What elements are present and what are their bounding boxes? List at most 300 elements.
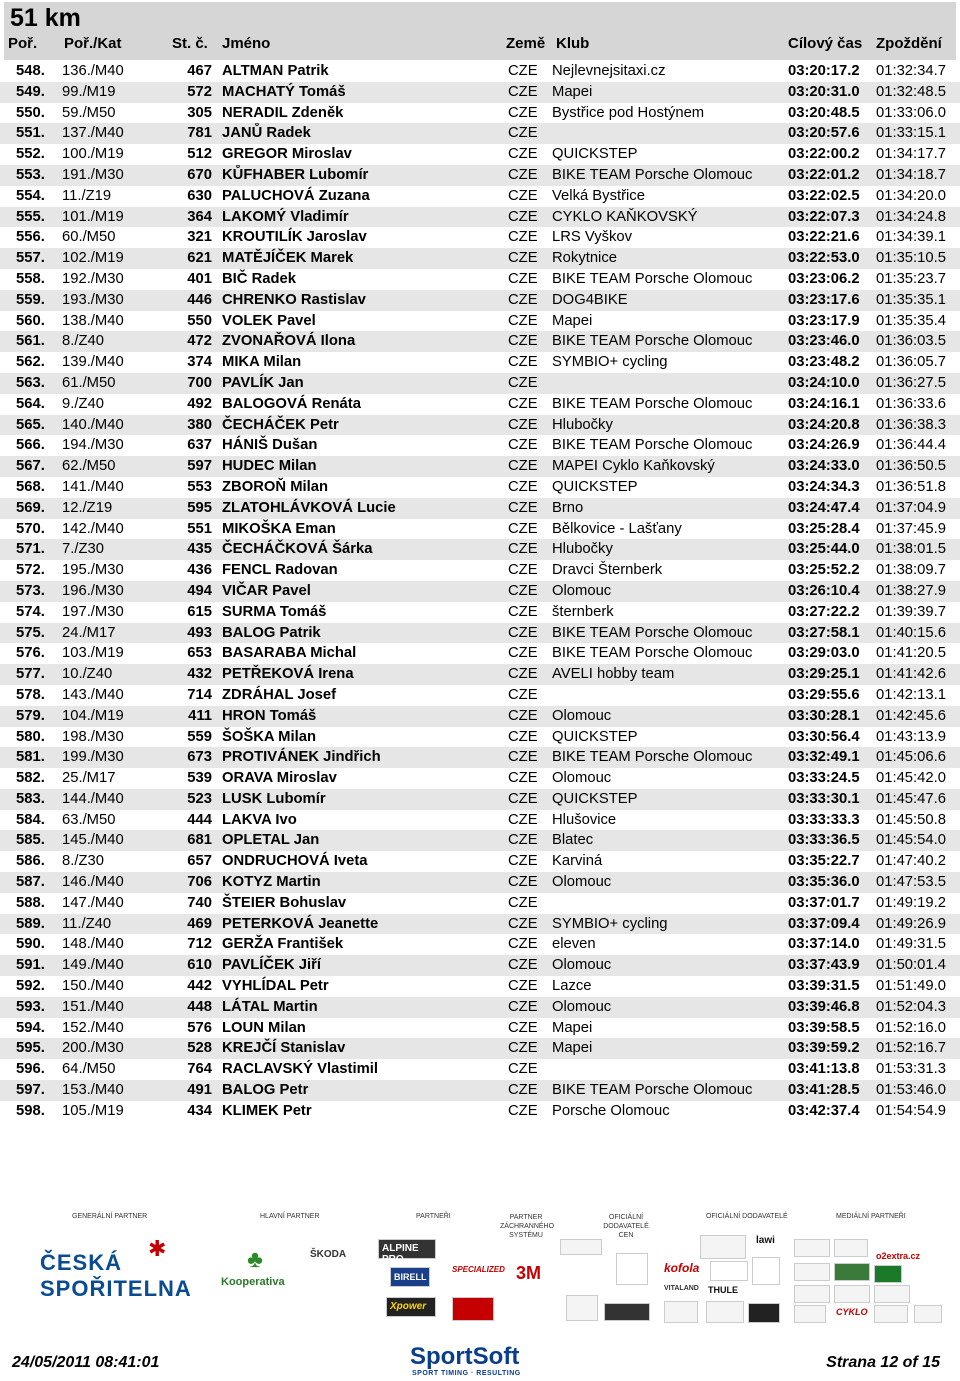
row-club: Mapei [552,1019,593,1036]
row-club: MAPEI Cyklo Kaňkovský [552,456,788,477]
row-country: CZE [508,395,538,412]
row-category-rank: 148./M40 [62,936,124,953]
row-category-rank: 194./M30 [62,437,124,454]
page-indicator: Strana 12 of 15 [826,1354,940,1371]
table-row [0,581,960,602]
row-club: QUICKSTEP [552,146,638,163]
row-bib-number: 539 [187,770,212,787]
row-athlete-name: LOUN Milan [222,1019,306,1036]
row-finish-time: 03:22:02.5 [788,187,860,204]
row-country: CZE [508,187,538,204]
col-header-time: Cílový čas [788,35,863,52]
sponsor-logo [914,1305,942,1323]
row-country: CZE [508,354,538,371]
row-time-behind: 01:49:31.5 [876,936,946,953]
row-finish-time: 03:24:47.4 [788,498,876,519]
birell-logo [390,1267,430,1287]
row-category-rank: 141./M40 [62,478,124,495]
row-country: CZE [508,123,552,144]
row-athlete-name: ZVONAŘOVÁ Ilona [222,331,508,352]
row-time-behind: 01:36:27.5 [876,373,960,394]
row-time-behind: 01:35:35.1 [876,290,960,311]
prize-supplier-label: OFICIÁLNÍ DODAVATELÉ CEN [603,1214,649,1239]
row-bib-number: 615 [187,603,212,620]
row-country: CZE [508,686,538,703]
table-row [0,290,960,311]
sponsor-logo [566,1295,598,1321]
row-finish-time: 03:33:30.1 [788,789,876,810]
row-position: 554. [16,187,45,204]
rescue-partner-label: PARTNER ZÁCHRANNÉHO SYSTÉMU [500,1214,555,1239]
table-row [0,810,960,831]
row-athlete-name: BIČ Radek [222,270,297,287]
row-time-behind: 01:33:06.0 [876,104,946,121]
row-time-behind: 01:53:31.3 [876,1061,946,1078]
row-club: CYKLO KAŇKOVSKÝ [552,207,788,228]
row-athlete-name: LAKOMÝ Vladimír [222,207,508,228]
row-finish-time: 03:37:09.4 [788,914,876,935]
row-athlete-name: PALUCHOVÁ Zuzana [222,187,370,204]
row-time-behind: 01:34:24.8 [876,207,960,228]
row-position: 572. [16,562,45,579]
row-category-rank: 25./M17 [62,770,116,787]
row-club: Blatec [552,830,788,851]
row-country: CZE [508,1038,552,1059]
sponsor-logo [752,1257,780,1285]
row-category-rank: 138./M40 [62,312,124,329]
row-country: CZE [508,936,538,953]
row-bib-number: 364 [176,207,222,228]
row-category-rank: 139./M40 [62,354,124,371]
row-athlete-name: ORAVA Miroslav [222,770,337,787]
row-athlete-name: SURMA Tomáš [222,603,327,620]
row-finish-time: 03:23:17.9 [788,312,860,329]
row-position: 570. [16,520,45,537]
table-row [0,685,960,706]
row-bib-number: 595 [176,498,222,519]
kofola-logo: kofola [664,1261,700,1275]
table-row [0,227,960,248]
row-category-rank: 101./M19 [62,207,176,228]
row-finish-time: 03:22:00.2 [788,146,860,163]
row-position: 548. [16,63,45,79]
row-country: CZE [508,1102,538,1119]
row-country: CZE [508,623,552,644]
row-athlete-name: ZDRÁHAL Josef [222,686,337,703]
row-country: CZE [508,706,552,727]
row-category-rank: 142./M40 [62,520,124,537]
row-position: 556. [16,229,45,246]
thule-logo: THULE [708,1285,738,1295]
table-row [0,602,960,623]
row-category-rank: 198./M30 [62,728,124,745]
row-category-rank: 63./M50 [62,811,116,828]
row-athlete-name: FENCL Radovan [222,562,338,579]
row-club: Olomouc [552,872,788,893]
row-athlete-name: PAVLÍK Jan [222,373,508,394]
row-finish-time: 03:22:53.0 [788,248,876,269]
specialized-logo: SPECIALIZED [452,1265,505,1274]
row-bib-number: 442 [187,978,212,995]
row-bib-number: 712 [187,936,212,953]
row-category-rank: 145./M40 [62,830,176,851]
row-club [552,373,788,394]
row-country: CZE [508,1061,538,1078]
row-time-behind: 01:50:01.4 [876,955,960,976]
row-country: CZE [508,997,552,1018]
table-row [0,165,960,186]
sponsor-logo [794,1305,826,1323]
row-athlete-name: MATĚJÍČEK Marek [222,248,508,269]
row-bib-number: 434 [187,1102,212,1119]
row-bib-number: 469 [176,914,222,935]
row-country: CZE [508,82,552,103]
row-club: Dravci Šternberk [552,562,663,579]
row-club [552,893,788,914]
row-position: 569. [0,498,62,519]
row-time-behind: 01:32:34.7 [876,63,946,79]
row-club: Bělkovice - Lašťany [552,520,682,537]
sponsor-logo [874,1305,908,1323]
sponsor-logo [710,1261,748,1281]
table-row [0,311,960,332]
row-category-rank: 60./M50 [62,229,116,246]
row-athlete-name: ONDRUCHOVÁ Iveta [222,853,368,870]
col-header-cat: Poř./Kat [64,35,122,52]
row-time-behind: 01:37:45.9 [876,520,946,537]
row-finish-time: 03:27:58.1 [788,623,876,644]
row-time-behind: 01:49:26.9 [876,914,960,935]
row-bib-number: 436 [187,562,212,579]
table-row [0,61,960,82]
row-category-rank: 102./M19 [62,248,176,269]
row-position: 562. [16,354,45,371]
row-athlete-name: KŮFHABER Lubomír [222,165,508,186]
row-club: Hlubočky [552,539,788,560]
row-club: LRS Vyškov [552,229,633,246]
row-club: BIKE TEAM Porsche Olomouc [552,165,788,186]
row-finish-time: 03:29:03.0 [788,645,860,662]
col-header-bib: St. č. [172,35,208,52]
sponsor-logo [834,1263,870,1281]
row-time-behind: 01:52:16.0 [876,1019,946,1036]
row-finish-time: 03:37:01.7 [788,894,860,911]
row-finish-time: 03:20:17.2 [788,63,860,79]
row-finish-time: 03:41:28.5 [788,1080,876,1101]
row-bib-number: 610 [176,955,222,976]
row-athlete-name: PETŘEKOVÁ Irena [222,664,508,685]
row-finish-time: 03:20:31.0 [788,82,876,103]
row-country: CZE [508,830,552,851]
general-partner-label: GENERÁLNÍ PARTNER [72,1213,148,1220]
row-club: Olomouc [552,706,788,727]
row-finish-time: 03:33:24.5 [788,770,860,787]
media-partners-label: MEDIÁLNÍ PARTNEŘI [836,1213,906,1220]
table-row [0,539,960,560]
row-athlete-name: GREGOR Miroslav [222,146,352,163]
sponsor-logo [700,1235,746,1259]
row-club [552,685,788,706]
row-country: CZE [508,498,552,519]
row-position: 563. [0,373,62,394]
row-club: Nejlevnejsitaxi.cz [552,63,666,79]
row-bib-number: 492 [187,395,212,412]
row-athlete-name: KROUTILÍK Jaroslav [222,229,367,246]
row-position: 591. [0,955,62,976]
row-country: CZE [508,1019,538,1036]
row-athlete-name: ALTMAN Patrik [222,63,329,79]
row-category-rank: 146./M40 [62,872,176,893]
table-row [0,706,960,727]
row-bib-number: 472 [176,331,222,352]
table-row [0,997,960,1018]
row-country: CZE [508,104,538,121]
row-category-rank: 99./M19 [62,82,176,103]
row-time-behind: 01:35:23.7 [876,270,946,287]
sponsor-logo [794,1285,830,1303]
row-time-behind: 01:34:20.0 [876,187,946,204]
row-athlete-name: GERŽA František [222,936,344,953]
row-athlete-name: HUDEC Milan [222,456,508,477]
row-finish-time: 03:39:59.2 [788,1038,876,1059]
row-time-behind: 01:35:10.5 [876,248,960,269]
row-bib-number: 764 [187,1061,212,1078]
row-finish-time: 03:37:14.0 [788,936,860,953]
row-bib-number: 435 [176,539,222,560]
row-time-behind: 01:32:48.5 [876,82,960,103]
row-club: Olomouc [552,997,788,1018]
row-position: 558. [16,270,45,287]
row-time-behind: 01:34:39.1 [876,229,946,246]
star-icon: ✱ [148,1236,167,1261]
row-club: Karviná [552,853,603,870]
table-row [0,768,960,789]
table-row [0,519,960,540]
table-row [0,415,960,436]
row-bib-number: 597 [176,456,222,477]
table-row [0,144,960,165]
row-position: 585. [0,830,62,851]
row-category-rank: 200./M30 [62,1038,176,1059]
row-category-rank: 10./Z40 [62,664,176,685]
row-position: 551. [0,123,62,144]
xpower-logo [386,1297,436,1317]
row-position: 565. [0,415,62,436]
row-time-behind: 01:45:06.6 [876,747,960,768]
row-bib-number: 528 [176,1038,222,1059]
row-finish-time: 03:29:55.6 [788,686,860,703]
row-club: eleven [552,936,596,953]
row-finish-time: 03:33:33.3 [788,811,860,828]
row-club: BIKE TEAM Porsche Olomouc [552,645,753,662]
row-bib-number: 572 [176,82,222,103]
row-country: CZE [508,270,538,287]
row-club: Olomouc [552,955,788,976]
row-club: Bystřice pod Hostýnem [552,104,705,121]
row-time-behind: 01:52:16.7 [876,1038,960,1059]
sponsor-logo [794,1239,830,1257]
row-time-behind: 01:54:54.9 [876,1102,946,1119]
row-country: CZE [508,229,538,246]
row-time-behind: 01:45:50.8 [876,811,946,828]
row-time-behind: 01:36:05.7 [876,354,946,371]
row-category-rank: 147./M40 [62,894,124,911]
row-time-behind: 01:34:18.7 [876,165,960,186]
row-finish-time: 03:24:16.1 [788,395,860,412]
row-time-behind: 01:53:46.0 [876,1080,960,1101]
row-club: BIKE TEAM Porsche Olomouc [552,437,753,454]
sponsor-logo [706,1301,744,1323]
row-position: 593. [0,997,62,1018]
row-position: 589. [0,914,62,935]
row-finish-time: 03:37:43.9 [788,955,876,976]
table-row [0,1080,960,1101]
row-time-behind: 01:33:15.1 [876,123,960,144]
row-time-behind: 01:47:40.2 [876,853,946,870]
row-club: Hlušovice [552,811,617,828]
row-time-behind: 01:36:38.3 [876,415,960,436]
row-time-behind: 01:36:51.8 [876,478,946,495]
row-club [552,1059,788,1080]
row-athlete-name: VOLEK Pavel [222,312,316,329]
row-athlete-name: BALOG Petr [222,1080,508,1101]
row-category-rank: 152./M40 [62,1019,124,1036]
row-athlete-name: LAKVA Ivo [222,811,297,828]
vitaland-logo: VITALAND [664,1285,699,1292]
cyklo-logo: CYKLO [836,1307,868,1317]
page-title: 51 km [10,4,81,32]
row-bib-number: 467 [187,63,212,79]
row-bib-number: 740 [187,894,212,911]
table-row [0,934,960,955]
row-time-behind: 01:41:20.5 [876,645,946,662]
row-club: SYMBIO+ cycling [552,914,788,935]
row-finish-time: 03:24:20.8 [788,415,876,436]
row-bib-number: 559 [187,728,212,745]
row-country: CZE [508,853,538,870]
table-row [0,1059,960,1080]
row-position: 573. [0,581,62,602]
row-finish-time: 03:30:28.1 [788,706,876,727]
row-athlete-name: BALOG Patrik [222,623,508,644]
row-position: 594. [16,1019,45,1036]
row-bib-number: 411 [176,706,222,727]
row-bib-number: 673 [176,747,222,768]
row-finish-time: 03:35:22.7 [788,853,860,870]
row-athlete-name: KOTYZ Martin [222,872,508,893]
row-category-rank: 199./M30 [62,747,176,768]
row-club: Olomouc [552,770,612,787]
row-bib-number: 706 [176,872,222,893]
row-category-rank: 62./M50 [62,456,176,477]
row-country: CZE [508,978,538,995]
results-table [0,61,960,1122]
table-row [0,435,960,456]
skoda-logo: ŠKODA [310,1249,347,1260]
row-country: CZE [508,581,552,602]
row-country: CZE [508,207,552,228]
row-time-behind: 01:36:44.4 [876,437,946,454]
table-row [0,872,960,893]
row-category-rank: 104./M19 [62,706,176,727]
row-category-rank: 140./M40 [62,415,176,436]
row-club: Mapei [552,1038,788,1059]
row-bib-number: 553 [187,478,212,495]
row-position: 559. [0,290,62,311]
table-row [0,477,960,498]
row-bib-number: 714 [187,686,212,703]
row-time-behind: 01:47:53.5 [876,872,960,893]
row-club: Lazce [552,978,592,995]
row-bib-number: 321 [187,229,212,246]
row-country: CZE [508,1080,552,1101]
row-position: 560. [16,312,45,329]
row-finish-time: 03:35:36.0 [788,872,876,893]
table-row [0,727,960,748]
row-athlete-name: HRON Tomáš [222,706,508,727]
row-athlete-name: PROTIVÁNEK Jindřich [222,747,508,768]
row-country: CZE [508,248,552,269]
print-timestamp: 24/05/2011 08:41:01 [12,1354,160,1371]
table-row [0,643,960,664]
row-club: QUICKSTEP [552,728,638,745]
table-row [0,123,960,144]
row-bib-number: 653 [187,645,212,662]
row-country: CZE [508,165,552,186]
row-position: 592. [16,978,45,995]
row-finish-time: 03:39:46.8 [788,997,876,1018]
row-athlete-name: ČECHÁČEK Petr [222,415,508,436]
row-position: 550. [16,104,45,121]
row-category-rank: 24./M17 [62,623,176,644]
ceska-sporitelna-logo [40,1236,195,1310]
row-country: CZE [508,478,538,495]
row-finish-time: 03:23:17.6 [788,290,876,311]
row-position: 582. [16,770,45,787]
row-club: Olomouc [552,581,788,602]
row-time-behind: 01:45:47.6 [876,789,960,810]
row-bib-number: 491 [176,1080,222,1101]
row-category-rank: 8./Z30 [62,853,104,870]
sponsor-logo [794,1263,830,1281]
row-athlete-name: KREJČÍ Stanislav [222,1038,508,1059]
row-athlete-name: ŠOŠKA Milan [222,728,316,745]
row-country: CZE [508,373,552,394]
row-bib-number: 380 [176,415,222,436]
sport-shop-logo [452,1297,494,1321]
row-bib-number: 576 [187,1019,212,1036]
row-category-rank: 100./M19 [62,146,124,163]
row-category-rank: 8./Z40 [62,331,176,352]
row-category-rank: 105./M19 [62,1102,124,1119]
row-athlete-name: OPLETAL Jan [222,830,508,851]
row-bib-number: 670 [176,165,222,186]
row-bib-number: 446 [176,290,222,311]
table-row [0,373,960,394]
row-position: 564. [16,395,45,412]
table-row [0,664,960,685]
row-country: CZE [508,331,552,352]
row-position: 557. [0,248,62,269]
table-row [0,789,960,810]
table-row [0,830,960,851]
table-row [0,269,960,290]
results-body [0,61,960,1122]
row-position: 555. [0,207,62,228]
row-bib-number: 637 [187,437,212,454]
row-country: CZE [508,603,538,620]
row-category-rank: 7./Z30 [62,539,176,560]
